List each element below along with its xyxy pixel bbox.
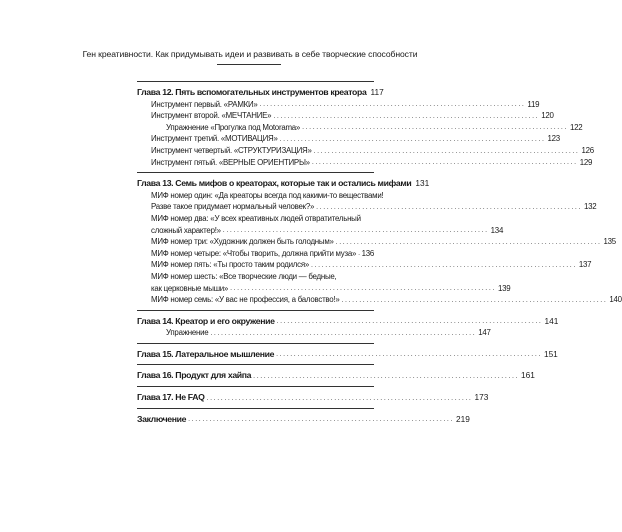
chapter-divider <box>137 81 374 82</box>
toc-item-label-cont: как церковные мыши» <box>151 283 229 293</box>
toc-page-number: 134 <box>490 225 504 235</box>
toc-leader-dots: ........................................................................... <box>276 318 543 326</box>
toc-item-label: МИФ номер один: «Да креаторы всегда под какими-то веществами! <box>151 190 384 200</box>
toc-item-label: МИФ номер четыре: «Чтобы творить, должна прийти муза» <box>151 248 357 258</box>
toc-item-label: Инструмент первый. «РАМКИ» <box>151 99 258 109</box>
toc-item[interactable] <box>137 236 616 248</box>
toc-item[interactable] <box>137 259 592 271</box>
toc-item-label: МИФ номер два: «У всех креативных людей отвратительный <box>151 213 361 223</box>
running-head-rule <box>217 64 281 65</box>
toc-chapter-title: Глава 13. Семь мифов о креаторах, которые так и остались мифами <box>137 178 412 189</box>
toc-item[interactable] <box>137 190 597 213</box>
toc-chapter-12[interactable] <box>137 87 384 99</box>
toc-page-number: 117 <box>370 87 384 97</box>
toc-leader-dots <box>358 249 359 259</box>
toc-page-number: 136 <box>361 248 374 258</box>
toc-chapter-title: Заключение <box>137 413 187 424</box>
toc-leader-dots: ........................................................................... <box>276 351 542 359</box>
toc-page-number: 151 <box>543 348 558 359</box>
toc-item-label: МИФ номер три: «Художник должен быть голодным» <box>151 237 334 247</box>
toc-page-number: 161 <box>521 370 535 381</box>
chapter-divider <box>137 310 374 311</box>
toc-page-number: 120 <box>541 111 554 121</box>
toc-page-number: 119 <box>527 99 540 109</box>
toc-conclusion[interactable] <box>137 413 470 426</box>
toc-item-label: МИФ номер шесть: «Все творческие люди — бедные, <box>151 271 337 281</box>
toc-page-number: 137 <box>578 260 592 270</box>
toc-item[interactable] <box>137 294 622 306</box>
toc-item[interactable] <box>137 145 594 157</box>
toc-item-label-cont: Разве такое придумает нормальный человек?» <box>151 202 315 212</box>
toc-item[interactable] <box>137 122 583 134</box>
toc-leader-dots: ........................................................................... <box>273 112 540 120</box>
toc-item[interactable] <box>137 248 374 260</box>
toc-item-label: Упражнение «Прогулка под Motorama» <box>166 122 301 132</box>
toc-item-label: Инструмент второй. «МЕЧТАНИЕ» <box>151 111 272 121</box>
toc-item-label: Упражнение <box>166 328 209 338</box>
toc-chapter-title: Глава 14. Креатор и его окружение <box>137 315 275 326</box>
toc-leader-dots: ........................................................................... <box>316 203 583 211</box>
toc-item-label: Инструмент четвертый. «СТРУКТУРИЗАЦИЯ» <box>151 145 312 155</box>
toc-item[interactable] <box>137 157 593 169</box>
toc-page-number: 219 <box>456 413 470 424</box>
toc-item-label: МИФ номер семь: «У вас не профессия, а баловство!» <box>151 295 340 305</box>
toc-item[interactable] <box>137 271 511 294</box>
chapter-divider <box>137 343 374 344</box>
toc-leader-dots: ........................................................................... <box>210 329 477 337</box>
toc-leader-dots: ........................................................................... <box>259 101 526 109</box>
toc-chapter-15[interactable] <box>137 348 558 361</box>
chapter-divider <box>137 408 374 409</box>
chapter-divider <box>137 364 374 365</box>
toc-item[interactable] <box>137 133 560 145</box>
toc-page-number: 173 <box>474 392 489 403</box>
toc-page-number: 126 <box>581 145 594 155</box>
toc-page-number: 141 <box>544 315 559 326</box>
toc-leader-dots: ........................................................................... <box>279 135 546 143</box>
toc-leader-dots: ........................................................................... <box>311 159 578 167</box>
toc-leader-dots: ........................................................................... <box>313 147 580 155</box>
toc-chapter-17[interactable] <box>137 392 489 404</box>
toc-leader-dots: ........................................................................... <box>341 296 608 304</box>
toc-chapter-14[interactable] <box>137 315 559 328</box>
toc-page-number: 122 <box>569 122 583 132</box>
toc-item[interactable] <box>137 110 554 122</box>
toc-chapter-title: Глава 12. Пять вспомогательных инструментов креатора <box>137 87 367 97</box>
toc-leader-dots: ........................................................................... <box>311 261 577 269</box>
toc-leader-dots: ........................................................................... <box>253 373 520 381</box>
toc-leader-dots: ........................................................................... <box>206 394 473 402</box>
table-of-contents <box>137 77 622 425</box>
toc-item[interactable] <box>137 327 491 339</box>
toc-leader-dots: ........................................................................... <box>188 416 455 424</box>
toc-page-number: 135 <box>603 237 616 247</box>
toc-page-number: 140 <box>609 295 622 305</box>
toc-page-number: 129 <box>579 157 593 167</box>
toc-page-number: 131 <box>415 178 430 189</box>
toc-chapter-title: Глава 17. Не FAQ <box>137 392 205 403</box>
toc-leader-dots: ........................................................................... <box>302 124 568 132</box>
toc-item-label: МИФ номер пять: «Ты просто таким родился» <box>151 260 310 270</box>
toc-leader-dots: ........................................................................... <box>335 238 602 246</box>
toc-chapter-16[interactable] <box>137 370 535 382</box>
toc-item-label-cont: сложный характер!» <box>151 225 221 235</box>
toc-page-number: 147 <box>478 328 491 338</box>
toc-item-label: Инструмент пятый. «ВЕРНЫЕ ОРИЕНТИРЫ» <box>151 157 310 167</box>
toc-page-number: 123 <box>547 134 560 144</box>
toc-chapter-title: Глава 15. Латеральное мышление <box>137 348 275 359</box>
toc-chapter-13[interactable] <box>137 178 430 190</box>
toc-item[interactable] <box>137 213 504 236</box>
chapter-divider <box>137 172 374 173</box>
toc-leader-dots: ........................................................................... <box>222 227 489 235</box>
toc-page-number: 139 <box>497 283 511 293</box>
chapter-divider <box>137 386 374 387</box>
toc-leader-dots: ........................................................................... <box>230 285 496 293</box>
toc-page-number: 132 <box>584 202 597 212</box>
toc-chapter-title: Глава 16. Продукт для хайпа <box>137 370 252 381</box>
toc-item-label: Инструмент третий. «МОТИВАЦИЯ» <box>151 134 278 144</box>
toc-item[interactable] <box>137 99 540 111</box>
running-head: Ген креативности. Как придумывать идеи и развивать в себе творческие способности <box>82 49 418 59</box>
